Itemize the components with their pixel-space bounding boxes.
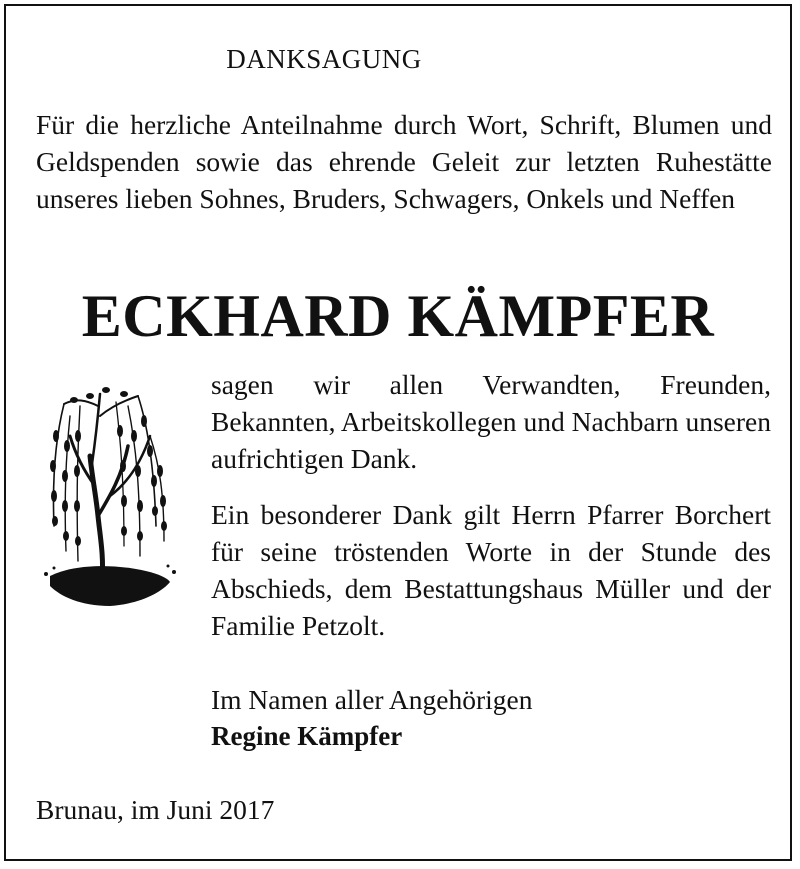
place-date: Brunau, im Juni 2017: [36, 794, 275, 825]
thanks-paragraph: sagen wir allen Verwandten, Freunden, Bekannten, Arbeitskollegen und Nachbarn unseren aufrichtigen Dank.: [211, 369, 771, 474]
obituary-notice: [4, 4, 792, 861]
notice-heading: DANKSAGUNG: [226, 44, 422, 74]
signer-name: Regine Kämpfer: [211, 721, 403, 751]
special-thanks-paragraph: Ein besonderer Dank gilt Herrn Pfarrer Borchert für seine tröstenden Worte in der Stunde des Abschieds, dem Bestattungshaus Müller und der Familie Petzolt.: [211, 499, 771, 641]
closing-block: [211, 681, 771, 755]
deceased-name: ECKHARD KÄMPFER: [81, 283, 715, 349]
intro-text: Für die herzliche Anteilnahme durch Wort, Schrift, Blumen und Geldspenden sowie das ehrende Geleit zur letzten Ruhestätte unseres lieben Sohnes, Bruders, Schwagers, Onkels und Neffen: [36, 109, 772, 214]
closing-line: Im Namen aller Angehörigen: [211, 684, 533, 715]
weeping-willow-icon: [40, 376, 180, 616]
